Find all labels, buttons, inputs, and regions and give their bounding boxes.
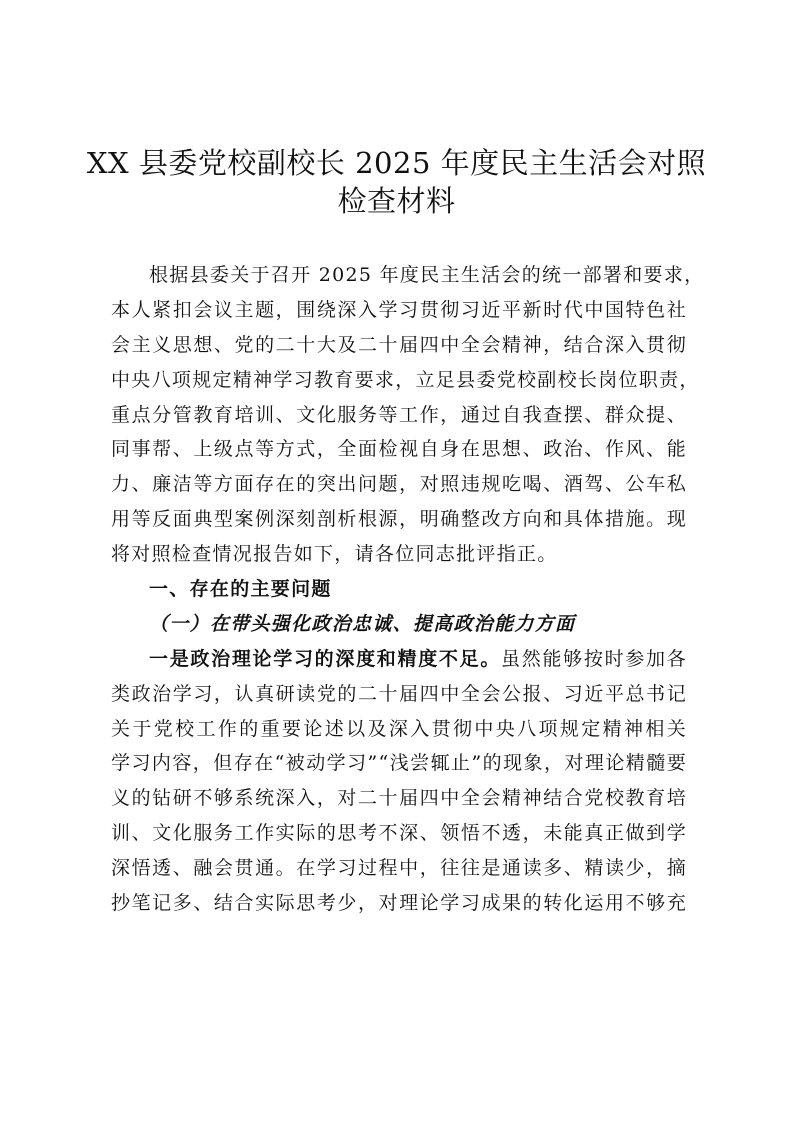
point-line: 学习内容，但存在“被动学习”“浅尝辄止”的现象，对理论精髓要 bbox=[111, 752, 687, 775]
intro-line: 同事帮、上级点等方式，全面检视自身在思想、政治、作风、能 bbox=[111, 438, 687, 461]
intro-line: 本人紧扣会议主题，围绕深入学习贯彻习近平新时代中国特色社 bbox=[111, 298, 687, 321]
document-title-line-2: 检查材料 bbox=[337, 184, 456, 218]
document-title-line-1: XX 县委党校副校长 2025 年度民主生活会对照 bbox=[86, 146, 707, 180]
point-line: 抄笔记多、结合实际思考少，对理论学习成果的转化运用不够充 bbox=[111, 892, 687, 915]
document-body bbox=[111, 258, 705, 921]
point-first-rest: 虽然能够按时参加各 bbox=[501, 647, 687, 670]
intro-line: 重点分管教育培训、文化服务等工作，通过自我查摆、群众提、 bbox=[111, 403, 687, 426]
point-line: 训、文化服务工作实际的思考不深、领悟不透，未能真正做到学 bbox=[111, 822, 687, 845]
intro-line: 会主义思想、党的二十大及二十届四中全会精神，结合深入贯彻 bbox=[111, 333, 687, 356]
point-line: 深悟透、融会贯通。在学习过程中，往往是通读多、精读少，摘 bbox=[111, 857, 687, 880]
intro-line: 根据县委关于召开 2025 年度民主生活会的统一部署和要求， bbox=[149, 264, 705, 286]
intro-line: 用等反面典型案例深刻剖析根源，明确整改方向和具体措施。现 bbox=[111, 508, 687, 531]
intro-line: 中央八项规定精神学习教育要求，立足县委党校副校长岗位职责， bbox=[111, 368, 700, 391]
point-line: 义的钻研不够系统深入，对二十届四中全会精神结合党校教育培 bbox=[111, 787, 687, 810]
section-heading: 一、存在的主要问题 bbox=[149, 578, 332, 601]
point-first-line bbox=[111, 642, 687, 677]
intro-line: 将对照检查情况报告如下，请各位同志批评指正。 bbox=[111, 543, 558, 566]
intro-line: 力、廉洁等方面存在的突出问题，对照违规吃喝、酒驾、公车私 bbox=[111, 473, 687, 496]
subsection-heading: （一）在带头强化政治忠诚、提高政治能力方面 bbox=[149, 612, 576, 635]
point-lead: 一是政治理论学习的深度和精度不足。 bbox=[149, 647, 502, 670]
point-line: 类政治学习，认真研读党的二十届四中全会公报、习近平总书记 bbox=[111, 682, 687, 705]
point-line: 关于党校工作的重要论述以及深入贯彻中央八项规定精神相关 bbox=[111, 717, 687, 740]
